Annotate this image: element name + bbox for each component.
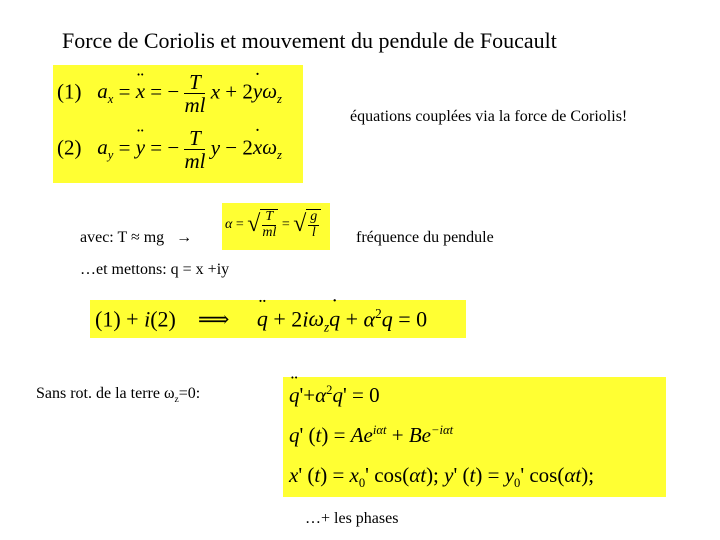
solution-equation-3: x' $(t) = x_0'$ cos(αt); y' $(t) = y_0'$ cos(αt); — [289, 463, 595, 491]
equation-1-fraction: $\frac{T}{ml}$ — [184, 70, 206, 118]
page-title: Force de Coriolis et mouvement du pendule de Foucault — [62, 28, 557, 53]
equation-1-lhs: a — [97, 79, 108, 104]
combined-equation: (1) + i(2) ⟹ ¨ $q + 2i\omega_z˙$ $q + \alpha^2q = 0$ — [95, 306, 427, 336]
equation-2-fraction: $\frac{T}{ml}$ — [184, 126, 206, 174]
solution-equation-1: ¨ $q'+\alpha^2q' = 0$ — [289, 383, 380, 408]
solution-equation-2: q' $(t) = Ae^{i\alpha t} + Be^{-i\alpha t}$ — [289, 423, 454, 447]
equation-2: (2) $a_y$ = ¨ y = − $\frac{T}{ml}$ y − 2˙ $x\omega_z$ — [57, 127, 282, 172]
equation-1-number: (1) — [57, 79, 82, 104]
equation-1: (1) $a_x$ = ¨ x = − $\frac{T}{ml}$ x + 2˙ $y\omega_z$ — [57, 71, 282, 116]
mettons-text: …et mettons: q = x +iy — [80, 261, 230, 278]
equation-1-sub: x — [107, 92, 114, 107]
solution-box — [283, 377, 666, 497]
equation-2-lhs: a — [97, 135, 108, 160]
alpha-box — [222, 203, 330, 250]
combined-equation-box — [90, 300, 466, 338]
phases-text: …+ les phases — [305, 510, 399, 527]
arrow-icon: → — [176, 229, 193, 246]
coupled-note: équations couplées via la force de Coriolis! — [350, 108, 628, 125]
equation-2-number: (2) — [57, 135, 82, 160]
coupled-equations-box — [53, 65, 303, 183]
equation-2-sub: y — [107, 148, 114, 163]
sans-rot-text: Sans rot. de la terre $\omega_z=0$: — [36, 385, 201, 406]
alpha-formula: α = √ $\frac{T}{ml}$ = √ $\frac{g}{l}$ — [225, 209, 321, 240]
avec-text: avec: T ≈ mg → — [80, 229, 193, 246]
frequency-label: fréquence du pendule — [356, 229, 494, 246]
